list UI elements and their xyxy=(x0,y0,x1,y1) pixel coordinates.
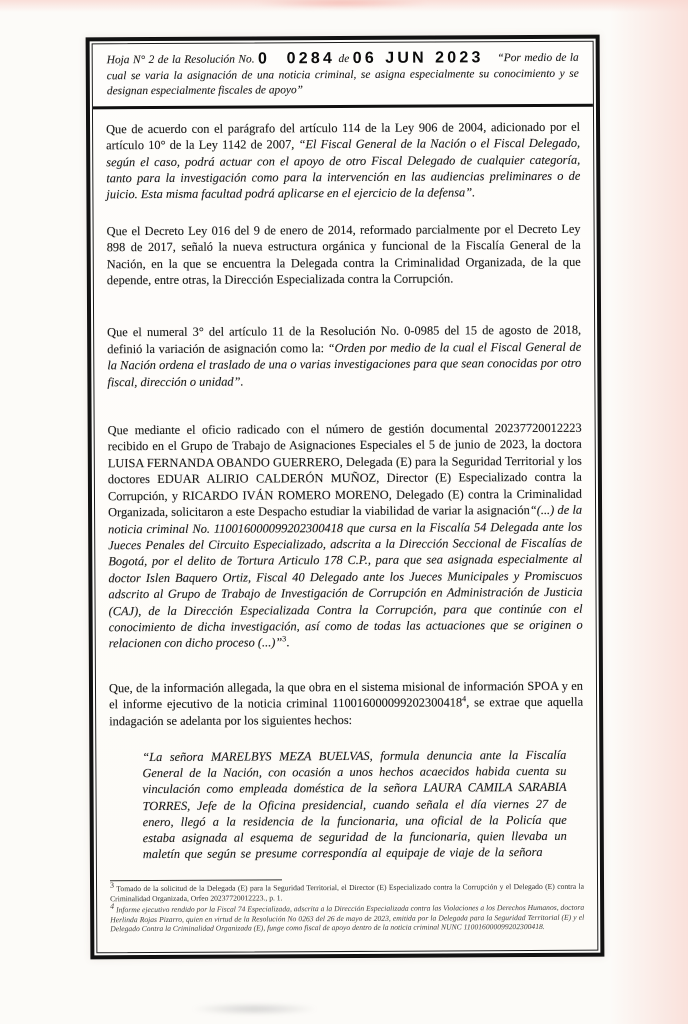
paragraph-text: . xyxy=(286,635,290,650)
scan-smudge-top xyxy=(252,0,432,8)
paragraph-text: Que de acuerdo con el parágrafo del artículo 114 de la Ley 906 de 2004, adicionado por el artículo 10° de la Ley 1142 de 2007, xyxy=(106,119,581,153)
paragraph-text: Que el Decreto Ley 016 del 9 de enero de 2014, reformado parcialmente por el Decreto Ley 898 de 2017, señaló la nueva estructura orgánica y funcional de la Fiscalía General de la Nación, en la que se encuentra la Delegada contra la Criminalidad Organizada, de la que depende, entre otras, la Dirección Especializada contra la Corrupción. xyxy=(106,221,581,288)
scan-edge-tint-top xyxy=(0,0,688,12)
resolution-number-stamp: 0 0284 xyxy=(257,50,336,68)
header-de-label: de xyxy=(338,52,350,66)
footnote-reference-4: 4 xyxy=(462,694,467,704)
header-sheet-label: Hoja N° 2 de la Resolución No. xyxy=(106,53,255,67)
scan-smudge-bottom xyxy=(192,1003,317,1015)
scan-edge-tint-right xyxy=(610,0,688,1024)
footnote-text: Informe ejecutivo rendido por la Fiscal 74 Especializada, adscrita a la Dirección Especializada contra las Violaciones a los Derechos Humanos, doctora Herlinda Rojas Pizarro, quien en virtud de la Resolución No 0263 del 26 de mayo de 2023, emitida por la Delegada para la Seguridad Territorial (E) y el Delegado Contra la Criminalidad Organizada (E), funge como fiscal de apoyo dentro de la noticia criminal NUNC 110016000099202300418. xyxy=(110,902,585,934)
quote-text: “La señora MARELBYS MEZA BUELVAS, formula denuncia ante la Fiscalía General de la Nación, con ocasión a unos hechos acaecidos habida cuenta su vinculación como empleada doméstica de la señora LAURA CAMILA SARABIA TORRES, Jefe de la Oficina presidencial, cuando señala el día viernes 27 de enero, llegó a la residencia de la funcionaria, una oficial de la Policía que estaba asignada al esquema de seguridad de la funcionaria, quien llevaba un maletín que según se presume correspondía al equipaje de viaje de la señora xyxy=(142,747,567,862)
footnote-marker: 4 xyxy=(110,901,115,911)
footnote-text: Tomado de la solicitud de la Delegada (E) para la Seguridad Territorial, el Director (E) Especializado contra la Corrupción y el Delegado (E) contra la Criminalidad Organizada, Orfeo 20237720012223., p. 1. xyxy=(110,882,585,904)
quoted-law-text: “El Fiscal General de la Nación o el Fiscal Delegado, según el caso, podrá actuar con el apoyo de otro Fiscal Delegado de cualquier categoría, tanto para la investigación como para la intervención en las audiencias preliminares o de juicio. Esta misma facultad podrá aplicarse en el ejercicio de la defensa”. xyxy=(106,135,581,202)
footnote-reference-3: 3 xyxy=(282,634,287,644)
paragraph-decreto-ley-016 xyxy=(107,221,581,289)
quoted-definition-text: “Orden por medio de la cual el Fiscal General de la Nación ordena el traslado de una o varias investigaciones para que sean conocidas por otro fiscal, dirección o unidad”. xyxy=(107,339,582,389)
footnote-marker: 3 xyxy=(110,881,115,891)
document-page-frame xyxy=(86,35,605,960)
footnote-4 xyxy=(110,903,584,935)
footnote-separator xyxy=(110,880,282,882)
paragraph-text: , se extrae que aquella indagación se adelanta por los siguientes hechos: xyxy=(109,694,584,728)
paragraph-resolucion-0985 xyxy=(107,322,581,390)
footnote-3 xyxy=(110,882,584,904)
resolution-subject: “Por medio de la cual se varia la asignación de una noticia criminal, se asigna especialmente su conocimiento y se designan especialmente fiscales de apoyo” xyxy=(106,51,579,98)
paragraph-oficio-radicado xyxy=(108,420,583,652)
resolution-date-stamp: 06 JUN 2023 xyxy=(352,49,484,67)
document-page xyxy=(92,41,599,954)
quote-block-denuncia xyxy=(142,747,567,863)
paragraph-informacion-allegada xyxy=(109,678,583,730)
paragraph-text: Que, de la información allegada, la que obra en el sistema misional de información SPOA y en el informe ejecutivo de la noticia criminal 110016000099202300418 xyxy=(108,678,584,712)
paragraph-legal-basis-ley-906 xyxy=(106,119,580,204)
paragraph-text: Que el numeral 3° del artículo 11 de la Resolución No. 0-0985 del 15 de agosto de 2018, definió la variación de asignación como la: xyxy=(107,323,582,357)
document-header xyxy=(93,42,593,109)
quoted-request-text: “(...) de la noticia criminal No. 110016000099202300418 que cursa en la Fiscalía 54 Delegada ante los Jueces Penales del Circuito Especializado, adscrita a la Dirección Seccional de Fiscalías de Bogotá, por el delito de Tortura Articulo 178 C.P., para que sea asignada especialmente al doctor Islen Baquero Ortiz, Fiscal 40 Delegado ante los Jueces Municipales y Promiscuos adscrito al Grupo de Trabajo de Investigación de Corrupción en Administración de Justicia (CAJ), de la Dirección Especializada Contra la Corrupción, para que continúe con el conocimiento de dicha investigación, así como de todas las actuaciones que se originen o relacionen con dicho proceso (...)” xyxy=(108,502,583,651)
paragraph-text: Que mediante el oficio radicado con el número de gestión documental 20237720012223 recibido en el Grupo de Trabajo de Asignaciones Especiales el 5 de junio de 2023, la doctora LUISA FERNANDA OBANDO GUERRERO, Delegada (E) para la Seguridad Territorial y los doctores EDUAR ALIRIO CALDERÓN MUÑOZ, Director (E) Especializado contra la Corrupción, y RICARDO IVÁN ROMERO MORENO, Delegado (E) contra la Criminalidad Organizada, solicitaron a este Despacho estudiar la viabilidad de variar la asignación xyxy=(107,420,583,520)
